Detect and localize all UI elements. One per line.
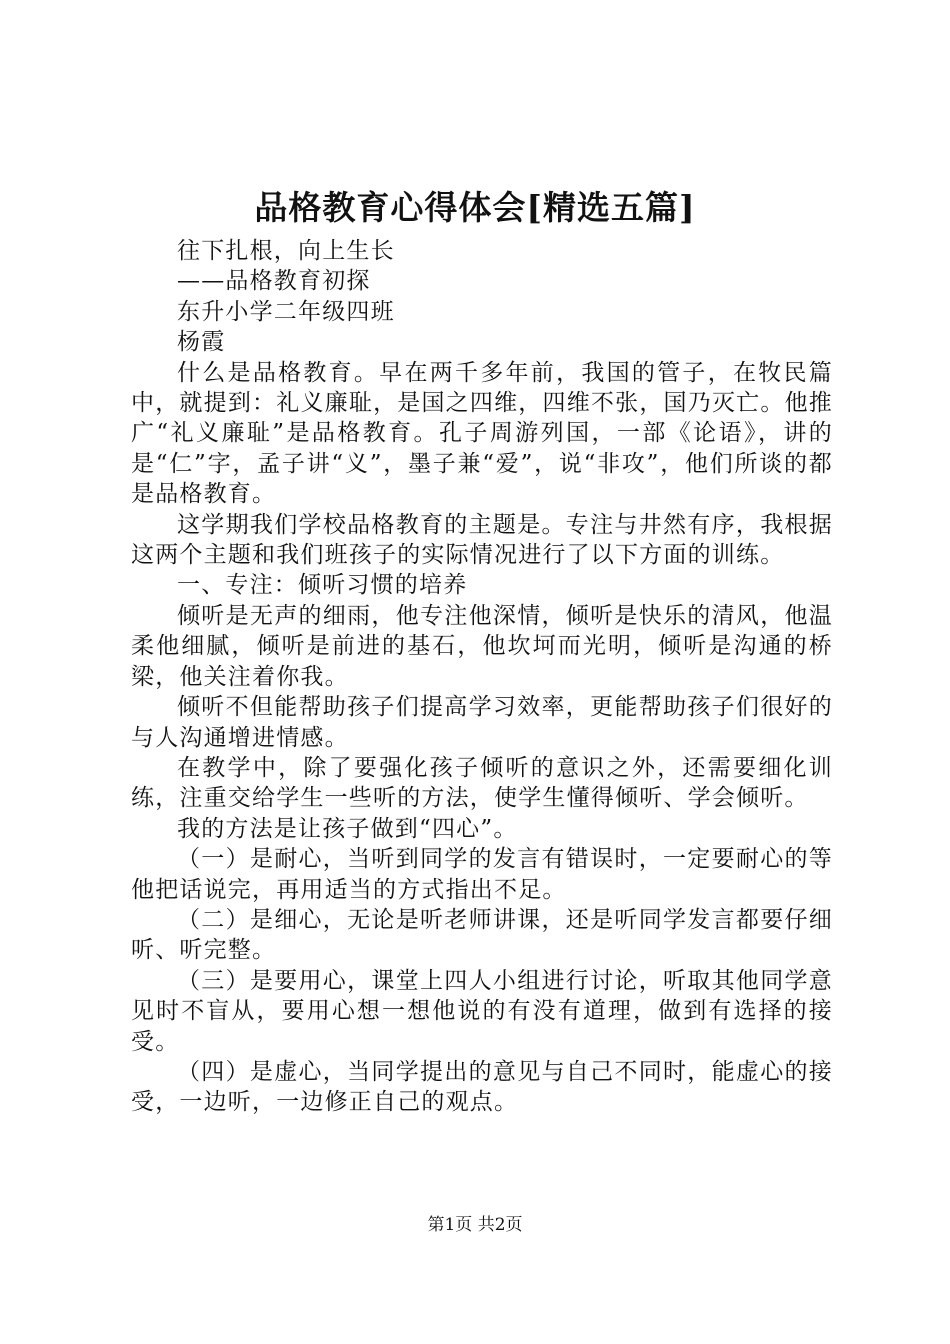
body-paragraph: 我的方法是让孩子做到“四心”。 xyxy=(177,815,518,842)
section-heading: 一、专注：倾听习惯的培养 xyxy=(177,572,468,599)
subtitle-line: ——品格教育初探 xyxy=(177,268,371,295)
document-body xyxy=(131,236,833,1118)
document-title: 品格教育心得体会[精选五篇] xyxy=(254,188,696,227)
author-name-line: 杨霞 xyxy=(177,329,226,356)
body-paragraph: 倾听不但能帮助孩子们提高学习效率，更能帮助孩子们很好的与人沟通增进情感。 xyxy=(131,694,833,751)
body-paragraph: 倾听是无声的细雨，他专注他深情，倾听是快乐的清风，他温柔他细腻，倾听是前进的基石，他坎坷而光明，倾听是沟通的桥梁，他关注着你我。 xyxy=(131,602,833,690)
page-footer: 第1页 共2页 xyxy=(427,1215,523,1235)
body-paragraph: 这学期我们学校品格教育的主题是。专注与井然有序，我根据这两个主题和我们班孩子的实际情况进行了以下方面的训练。 xyxy=(131,511,833,569)
body-paragraph: 什么是品格教育。早在两千多年前，我国的管子，在牧民篇中，就提到：礼义廉耻，是国之四维，四维不张，国乃灭亡。他推广“礼义廉耻”是品格教育。孔子周游列国，一部《论语》，讲的是“仁”字，孟子讲“义”，墨子兼“爱”，说“非攻”，他们所谈的都是品格教育。 xyxy=(131,359,833,508)
list-paragraph: （四）是虚心，当同学提出的意见与自己不同时，能虚心的接受，一边听，一边修正自己的观点。 xyxy=(131,1058,833,1116)
list-paragraph: （二）是细心，无论是听老师讲课，还是听同学发言都要仔细听、听完整。 xyxy=(131,906,833,964)
list-paragraph: （一）是耐心，当听到同学的发言有错误时，一定要耐心的等他把话说完，再用适当的方式指出不足。 xyxy=(131,846,833,903)
subtitle-line: 往下扎根，向上生长 xyxy=(177,238,395,264)
list-paragraph: （三）是要用心，课堂上四人小组进行讨论，听取其他同学意见时不盲从，要用心想一想他说的有没有道理，做到有选择的接受。 xyxy=(131,967,833,1055)
author-class-line: 东升小学二年级四班 xyxy=(177,298,395,325)
body-paragraph: 在教学中，除了要强化孩子倾听的意识之外，还需要细化训练，注重交给学生一些听的方法，使学生懂得倾听、学会倾听。 xyxy=(131,754,833,812)
